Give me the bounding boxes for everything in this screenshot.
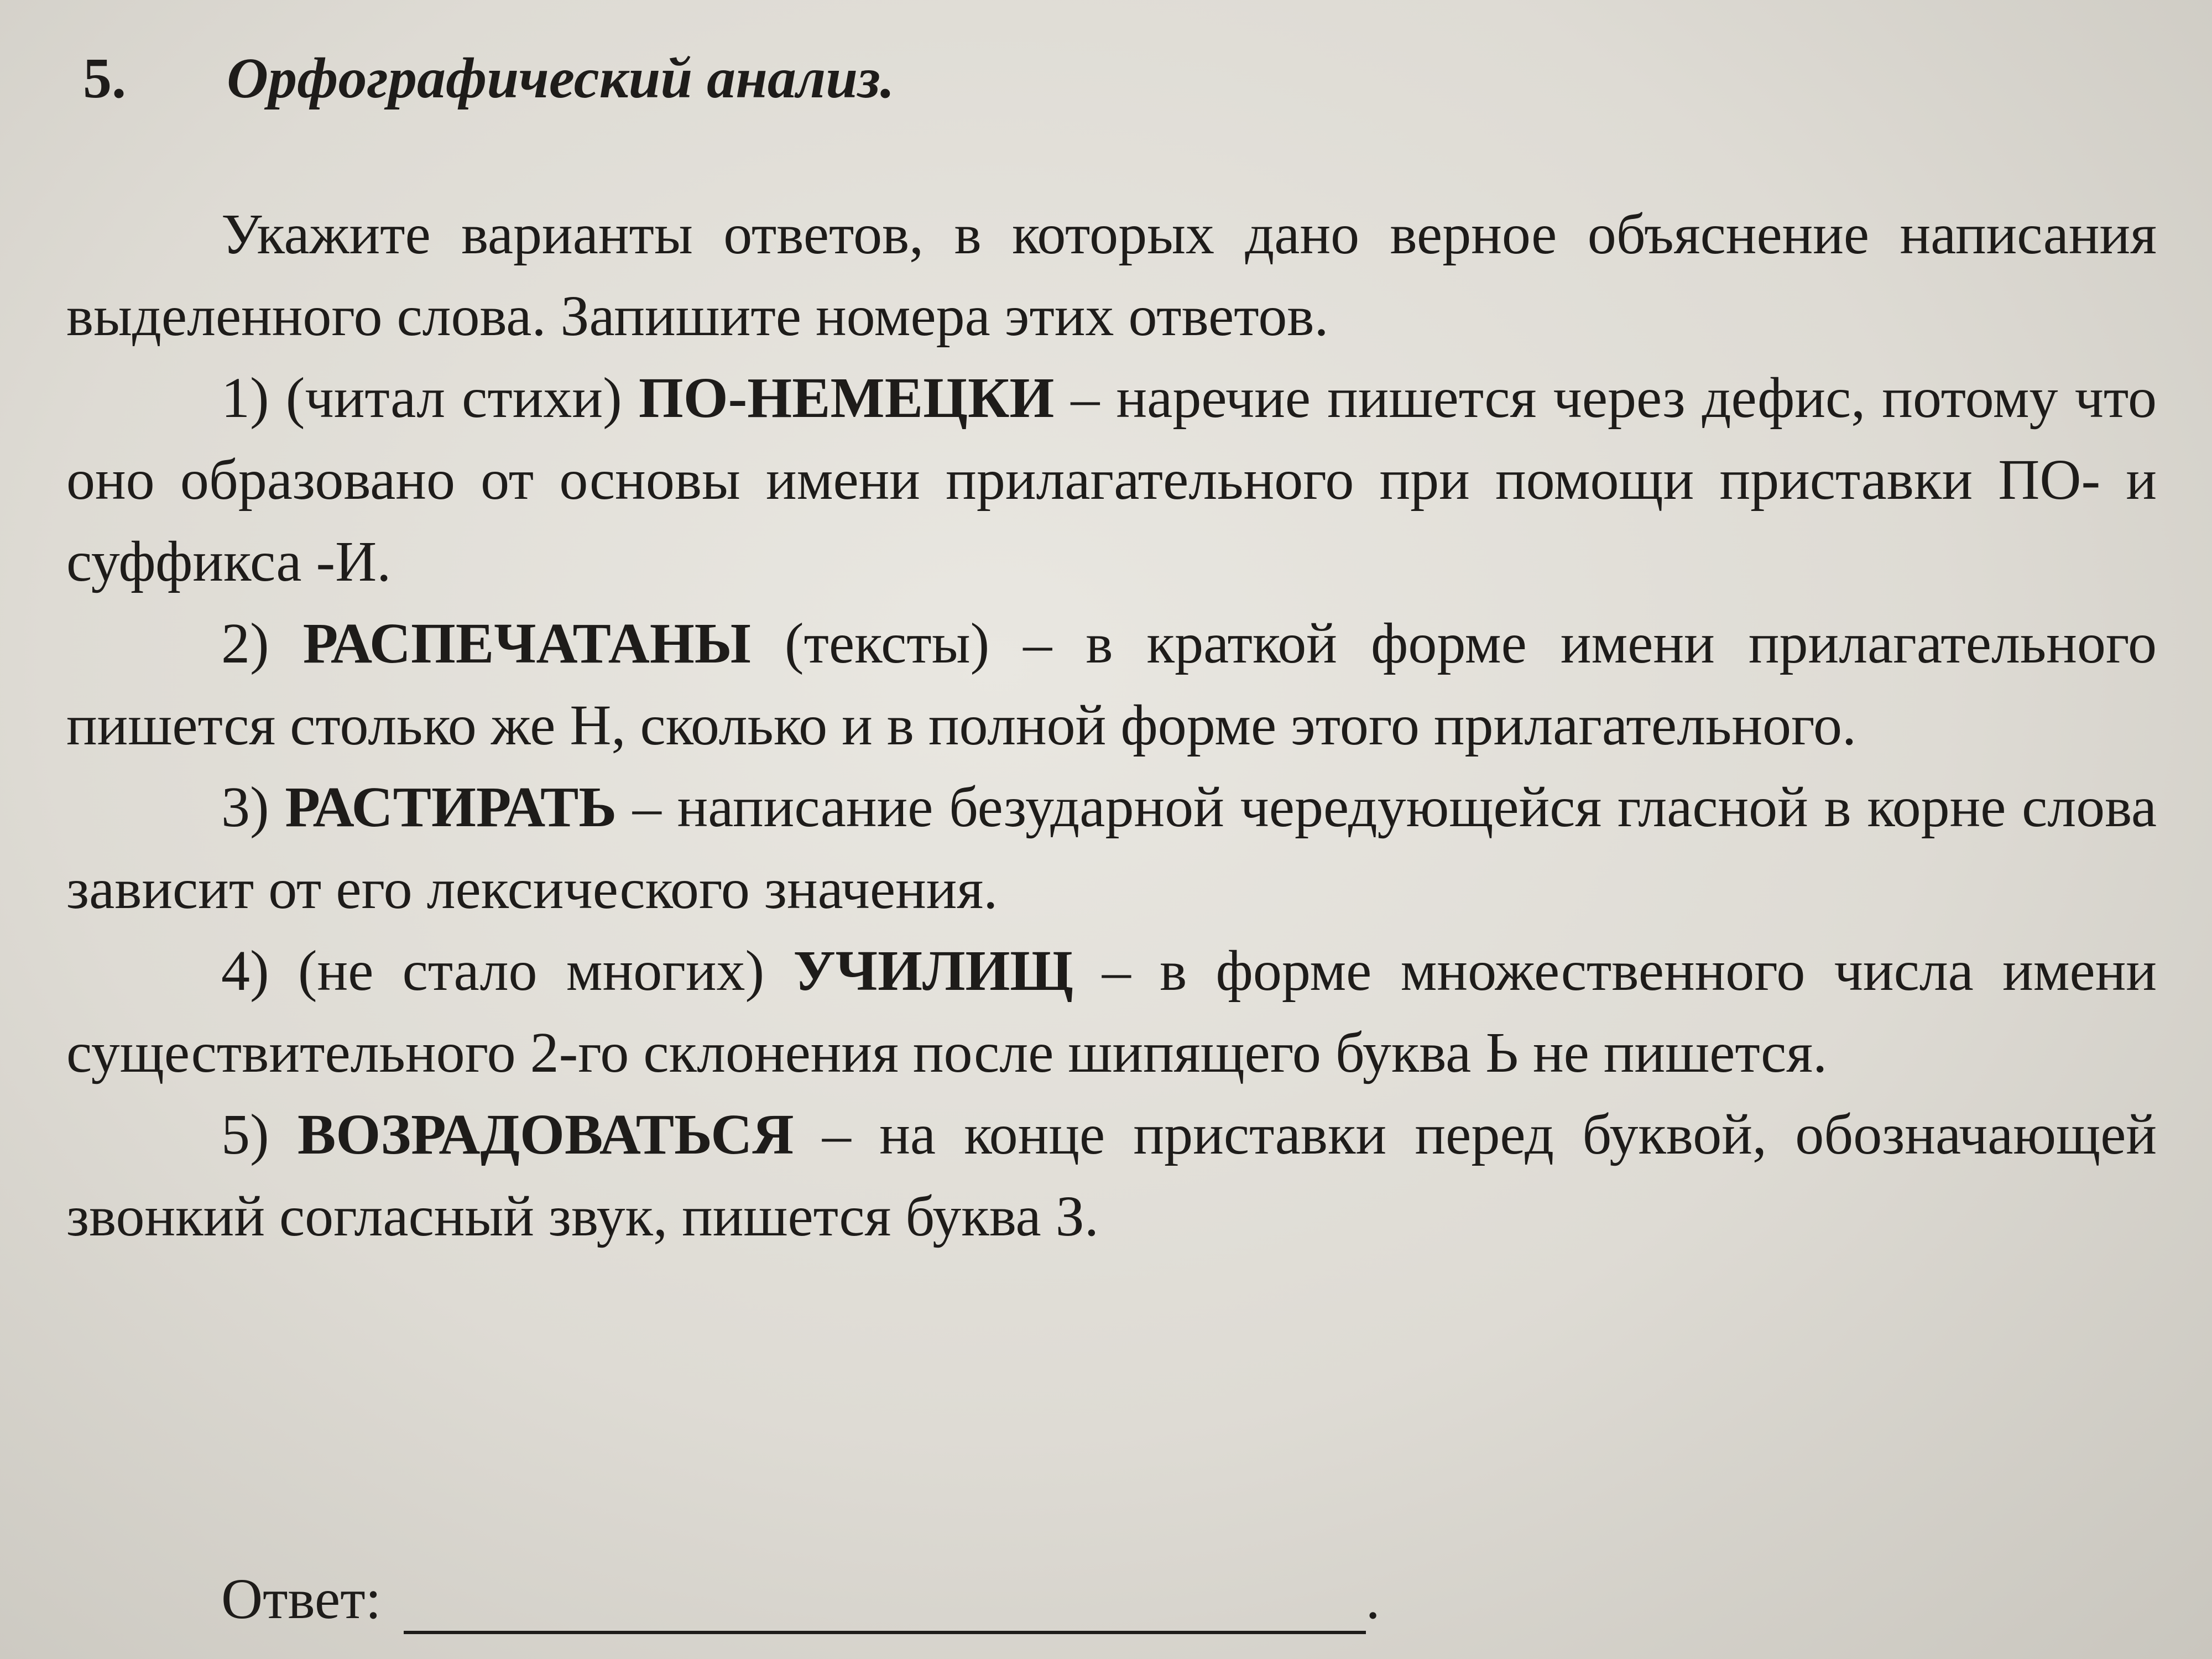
option-1 [66, 357, 2157, 603]
option-word: УЧИЛИЩ [793, 939, 1073, 1003]
option-number: 3) [221, 775, 269, 839]
answer-row [221, 1565, 1380, 1634]
option-context: (не стало многих) [298, 939, 765, 1003]
option-word: РАСПЕЧАТАНЫ [302, 612, 751, 675]
worksheet-page [66, 33, 2157, 1637]
option-word: ВОЗРАДОВАТЬСЯ [298, 1103, 794, 1166]
option-context: (читал стихи) [285, 366, 622, 430]
option-2 [66, 603, 2157, 766]
task-body [66, 194, 2157, 1258]
option-number: 2) [221, 612, 269, 675]
task-instruction: Укажите варианты ответов, в которых дано верное объяснение написания выделенного слова. Запишите номера этих ответов. [66, 202, 2157, 348]
option-explanation: (тексты) – в краткой форме имени прилагательного пишется столько же Н, сколько и в полной форме этого прилагательного. [66, 612, 2157, 757]
option-explanation: – наречие пишется через дефис, потому что оно образовано от основы имени прилагательного при помощи приставки ПО- и суффикса -И. [66, 366, 2157, 593]
option-word: РАСТИРАТЬ [285, 775, 617, 839]
answer-end-dot: . [1365, 1567, 1380, 1631]
option-word: ПО-НЕМЕЦКИ [638, 366, 1055, 430]
option-4 [66, 930, 2157, 1094]
option-number: 4) [221, 939, 269, 1003]
answer-label: Ответ: [221, 1567, 382, 1631]
option-5 [66, 1094, 2157, 1258]
option-number: 5) [221, 1103, 269, 1166]
task-number: 5. [83, 46, 126, 110]
option-explanation: – в форме множественного числа имени существительного 2-го склонения после шипящего буква Ь не пишется. [66, 939, 2157, 1084]
task-title: Орфографический анализ. [227, 46, 895, 110]
option-3 [66, 766, 2157, 930]
answer-field[interactable] [404, 1587, 1366, 1634]
option-explanation: – на конце приставки перед буквой, обозначающей звонкий согласный звук, пишется буква З. [66, 1103, 2157, 1248]
option-explanation: – написание безударной чередующейся гласной в корне слова зависит от его лексического значения. [66, 775, 2157, 921]
task-heading [83, 44, 895, 113]
option-number: 1) [221, 366, 269, 430]
